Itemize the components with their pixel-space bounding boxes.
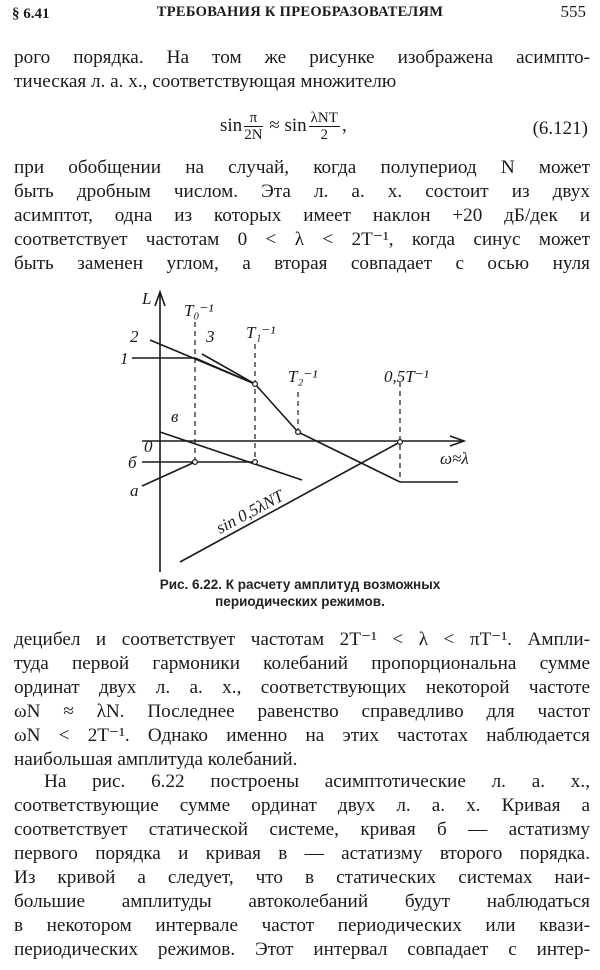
t2-point (296, 430, 301, 435)
curve-b-label: б (128, 453, 137, 472)
text-line: соответствует частотам 0 < λ < 2T⁻¹, когда синус может (14, 229, 590, 250)
text-line: быть дробным числом. Эта л. а. х. состоит из двух (14, 181, 590, 202)
fraction-1-denominator: 2N (244, 127, 263, 143)
curve-1-label: 1 (120, 349, 129, 368)
t1-lower-point (253, 460, 258, 465)
caption-line-2: периодических режимов. (215, 594, 385, 609)
equation-formula (220, 110, 347, 143)
l-axis-label: L (142, 289, 152, 308)
equation-number: (6.121) (532, 118, 588, 139)
paragraph-2 (14, 156, 590, 276)
curve-3-line (202, 354, 255, 384)
sine-asymptote (180, 442, 400, 562)
omega-axis-label: ω≈λ (440, 449, 469, 468)
fraction-2-numerator: λNT (310, 110, 338, 126)
equation-6-121 (14, 104, 590, 150)
curve-3-label: 3 (206, 327, 215, 346)
curve-2-label: 2 (130, 327, 139, 346)
t2-label: T₂⁻¹ (288, 367, 318, 386)
page-number: 555 (560, 2, 586, 21)
curve-v-line (160, 432, 302, 480)
paragraph-4 (14, 770, 590, 962)
t1-point (253, 382, 258, 387)
fraction-1-numerator: π (244, 110, 262, 127)
fraction-2 (309, 110, 340, 143)
approx-sign: ≈ (269, 114, 280, 136)
text-line: ωN < 2T⁻¹. Однако именно на этих частотах наблюдается (14, 725, 590, 746)
text-line: ординат двух л. а. х., соответствующих некоторой частоте (14, 677, 590, 698)
curve-a-line (142, 462, 195, 486)
caption-line-1: Рис. 6.22. К расчету амплитуд возможных (159, 577, 441, 592)
figure-6-22 (70, 282, 510, 582)
text-line: периодических режимов. Этот интервал совпадает с интер- (14, 939, 590, 960)
t0-point (193, 460, 198, 465)
curve-a-label: a (130, 481, 139, 500)
text-line: Из кривой a следует, что в статических системах наи- (14, 867, 590, 888)
text-line: На рис. 6.22 построены асимптотические л. а. х., (44, 771, 590, 792)
sum-asymptote (255, 384, 298, 432)
text-line: наибольшая амплитуда колебаний. (14, 749, 298, 770)
paragraph-3 (14, 628, 590, 772)
t1-label: T₁⁻¹ (246, 323, 276, 342)
running-title: ТРЕБОВАНИЯ К ПРЕОБРАЗОВАТЕЛЯМ (156, 4, 444, 20)
text-line: при обобщении на случай, когда полупериод N может (14, 157, 590, 178)
sin-2: sin (284, 114, 307, 136)
page-header (12, 2, 588, 26)
text-line: быть заменен углом, а вторая совпадает с осью нуля (14, 253, 590, 274)
section-number: § 6.41 (12, 6, 50, 22)
fraction-1 (244, 110, 262, 143)
figure-caption (0, 576, 600, 610)
text-line: соответствующие сумме ординат двух л. а. х. Кривая a (14, 795, 590, 816)
text-line: туда первой гармоники колебаний пропорциональна сумме (14, 653, 590, 674)
equation-comma: , (341, 114, 347, 136)
fraction-2-denominator: 2 (320, 127, 329, 143)
sin-1: sin (220, 114, 243, 136)
curve-v-label: в (171, 407, 179, 426)
text-line: в некотором интервале частот периодических или квази- (14, 915, 590, 936)
zero-label: 0 (144, 437, 153, 456)
text-line: соответствует статической системе, кривая б — астатизму (14, 819, 590, 840)
sine-label: sin 0,5λNT (212, 486, 287, 538)
text-line: тическая л. а. х., соответствующая множителю (14, 71, 397, 92)
text-line: асимптот, одна из которых имеет наклон +20 дБ/дек и (14, 205, 590, 226)
text-line: децибел и соответствует частотам 2T⁻¹ < λ < πT⁻¹. Ампли- (14, 629, 590, 650)
text-line: рого порядка. На том же рисунке изображена асимпто- (14, 47, 590, 68)
text-line: первого порядка и кривая в — астатизму второго порядка. (14, 843, 590, 864)
text-line: ωN ≈ λN. Последнее равенство справедливо для частот (14, 701, 590, 722)
curve-1-slope (195, 358, 255, 384)
text-line: большие амплитуды автоколебаний будут наблюдаться (14, 891, 590, 912)
paragraph-1 (14, 46, 590, 94)
t0-label: T₀⁻¹ (184, 301, 214, 320)
t05-label: 0,5T⁻¹ (384, 367, 429, 386)
t05-point (398, 440, 403, 445)
sum-asymptote-tail (298, 432, 400, 482)
